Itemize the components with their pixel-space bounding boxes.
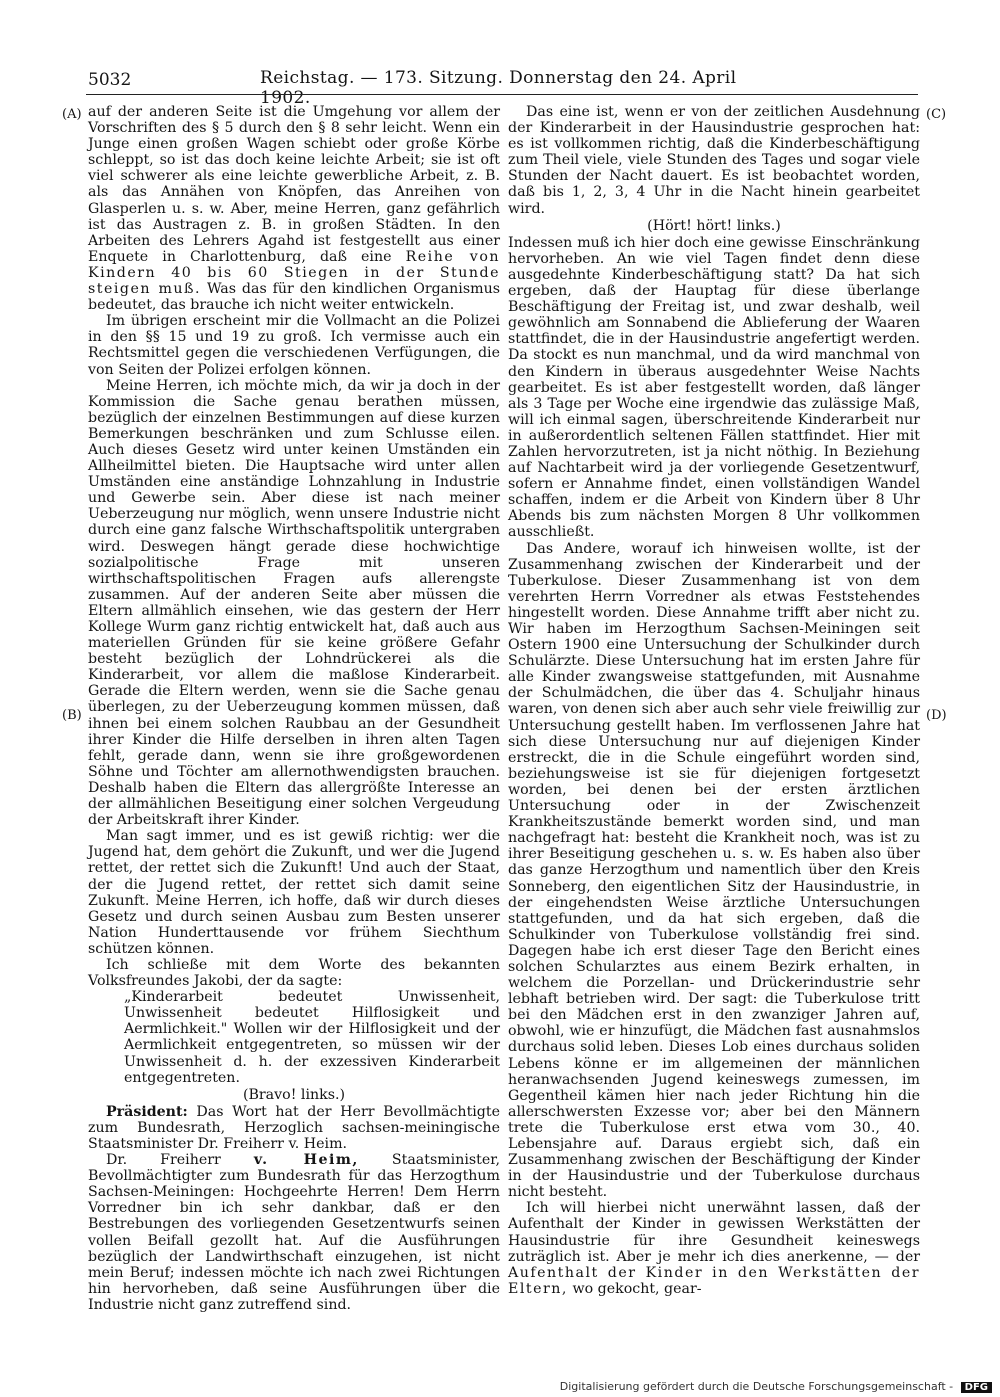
- paragraph-text: Was das für den kindlichen Organismus bedeutet, das brauche ich nicht weiter entwickeln.: [88, 281, 500, 314]
- speaker-name: v. Heim,: [253, 1152, 359, 1169]
- speaker-label: Präsident:: [106, 1103, 188, 1120]
- interjection: (Hört! hört! links.): [647, 217, 781, 234]
- paragraph: Ich schließe mit dem Worte des bekannten Volksfreundes Jakobi, der da sagte:: [88, 956, 500, 990]
- paragraph: [88, 1152, 500, 1313]
- margin-marker-a: (A): [62, 107, 82, 122]
- margin-marker-d: (D): [926, 708, 947, 723]
- paragraph: Man sagt immer, und es ist gewiß richtig: wer die Jugend hat, dem gehört die Zukunft, und wer die Jugend rettet, der rettet sich die Zukunft! Und auch der Staat, der die Jugend rettet, der rettet sich damit seine Zukunft. Meine Herren, ich hoffe, daß wir durch dieses Gesetz und durch seinen Ausbau zum Besten unserer Nation Hunderttausende vor frühem Siechthum schützen können.: [88, 828, 500, 957]
- right-column: [508, 104, 920, 1297]
- paragraph-text: Ich will hierbei nicht unerwähnt lassen, daß der Aufenthalt der Kinder in gewissen Werkstätten der Hausindustrie für ihre Gesundheit keineswegs zuträglich ist. Aber je mehr ich dies anerkenne, — der: [508, 1200, 920, 1265]
- running-header: Reichstag. — 173. Sitzung. Donnerstag den 24. April 1902.: [260, 68, 737, 108]
- left-column: [88, 104, 501, 1313]
- paragraph: Das eine ist, wenn er von der zeitlichen Ausdehnung der Kinderarbeit in der Hausindustrie gesprochen hat: es ist vollkommen richtig, daß die Kinderbeschäftigung zum Theil viele, viele Stunden des Tages und sogar viele Stunden der Nacht dauert. Es ist beobachtet worden, daß bis 1, 2, 3, 4 Uhr in die Nacht hinein gearbeitet wird.: [508, 104, 920, 217]
- digitization-credit: [560, 1380, 992, 1393]
- paragraph-text: Staatsminister, Bevollmächtigter zum Bundesrath für das Herzogthum Sachsen-Meiningen: Hochgeehrte Herren! Dem Herrn Vorredner bin ich sehr dankbar, daß er den Bestrebungen des vorliegenden Gesetzentwurfs seinen vollen Beifall gezollt hat. Auf die Ausführungen bezüglich der Landwirthschaft einzugehen, ist nicht mein Beruf; indessen möchte ich nach zwei Richtungen hin hervorheben, daß seine Ausführungen über die Industrie nicht ganz zutreffend sind.: [88, 1152, 501, 1313]
- paragraph: Das Andere, worauf ich hinweisen wollte, ist der Zusammenhang zwischen der Kinderarbeit und der Tuberkulose. Dieser Zusammenhang ist von dem verehrten Herrn Vorredner als etwas Feststehendes hingestellt worden. Diese Annahme trifft aber nicht zu. Wir haben im Herzogthum Sachsen-Meiningen seit Ostern 1900 eine Untersuchung der Schulkinder durch Schulärzte. Diese Untersuchung hat im ersten Jahre für alle Kinder zwangsweise stattgefunden, mit Ausnahme der Schulmädchen, die über das 4. Schuljahr hinaus waren, von denen sich aber auch sehr viele freiwillig zur Untersuchung gestellt haben. Im verflossenen Jahre hat sich diese Untersuchung nur auf diejenigen Kinder erstreckt, die in die Schule eingeführt worden sind, beziehungsweise ist sie für diejenigen fortgesetzt worden, bei denen bei der ersten ärztlichen Untersuchung oder in der Zwischenzeit Krankheitszustände bemerkt worden sind, und man nachgefragt hat: besteht die Krankheit noch, was ist zu ihrer Beseitigung geschehen u. s. w. Es haben also über das ganze Herzogthum und namentlich über den Kreis Sonneberg, den eigentlichen Sitz der Hausindustrie, in der eingehendsten Weise ärztliche Untersuchungen stattgefunden, und da hat sich ergeben, daß die Schulkinder von Tuberkulose vollständig frei sind. Dagegen habe ich erst dieser Tage den Bericht eines solchen Schularztes aus einem Bezirk erhalten, in welchem die Porzellan- und Drückerindustrie sehr lebhaft betrieben wird. Der sagt: die Tuberkulose tritt bei den Mädchen erst in den zwanziger Jahren auf, obwohl, wie er hinzufügt, die Mädchen fast ausnahmslos durchaus solid leben. Dieses Lob eines durchaus soliden Lebens könne er im allgemeinen der männlichen heranwachsenden Jugend keineswegs zumessen, im Gegentheil kämen hier nach jeder Richtung hin die allerschwersten Exzesse vor; aber bei den Männern trete die Tuberkulose erst etwa vom 30., 40. Lebensjahre auf. Daraus ergiebt sich, daß ein Zusammenhang zwischen der Beschäftigung der Kinder in der Hausindustrie und der Tuberkulose durchaus nicht besteht.: [508, 540, 920, 1201]
- emphasis-text: Aufenthalt der Kinder in den Werkstätten der Eltern,: [508, 1264, 920, 1297]
- interjection: (Bravo! links.): [242, 1086, 346, 1103]
- dfg-logo: DFG: [961, 1382, 992, 1393]
- page-number: 5032: [88, 70, 132, 90]
- quotation: „Kinderarbeit bedeutet Unwissenheit, Unwissenheit bedeutet Hilflosigkeit und Aermlichkeit." Wollen wir der Hilflosigkeit und der Aermlichkeit entgegentreten, so müssen wir der Unwissenheit d. h. der exzessiven Kinderarbeit entgegentreten.: [124, 989, 500, 1086]
- speaker-prefix: Dr. Freiherr: [106, 1152, 221, 1169]
- paragraph: Meine Herren, ich möchte mich, da wir ja doch in der Kommission die Sache genau berathen müssen, bezüglich der einzelnen Bestimmungen auf diese kurzen Bemerkungen beschränken und zum Schlusse eilen. Auch dieses Gesetz wird unter keinen Umständen ein Allheilmittel bieten. Die Hauptsache wird unter allen Umständen eine anständige Lohnzahlung in Industrie und Gewerbe sein. Aber diese ist nach meiner Ueberzeugung nur möglich, wenn unsere Industrie nicht durch eine ganz falsche Wirthschaftspolitik untergraben wird. Deswegen hängt gerade diese hochwichtige sozialpolitische Frage mit unseren wirthschaftspolitischen Fragen aufs allerengste zusammen. Auf der anderen Seite aber müssen die Eltern allmählich einsehen, wie das gestern der Herr Kollege Wurm ganz richtig entwickelt hat, daß auch aus materiellen Gründen für sie keine größere Gefahr besteht bezüglich der Lohndrückerei als die Kinderarbeit, vor allem die maßlose Kinderarbeit. Gerade die Eltern werden, wenn sie die Sache genau überlegen, zu der Ueberzeugung kommen müssen, daß ihnen bei einem solchen Raubbau an der Gesundheit ihrer Kinder die Hilfe derselben in ihren alten Tagen fehlt, gerade dann, wenn sie ihre großgewordenen Söhne und Töchter am allernothwendigsten brauchen. Deshalb haben die Eltern das allergrößte Interesse an der allmählichen Beseitigung einer solchen Vergeudung der Arbeitskraft ihrer Kinder.: [88, 377, 500, 829]
- paragraph-text: wo gekocht, gear-: [572, 1280, 702, 1297]
- emphasis-text: Reihe von Kindern 40 bis 60 Stiegen in der Stunde steigen muß.: [88, 248, 500, 298]
- credit-text: Digitalisierung gefördert durch die Deutsche Forschungsgemeinschaft -: [559, 1380, 954, 1393]
- header-rule: [86, 94, 918, 95]
- paragraph-text: auf der anderen Seite ist die Umgehung vor allem der Vorschriften des § 5 durch den § 8 sehr leicht. Wenn ein Junge einen großen Wagen schiebt oder große Körbe schleppt, so ist das doch keine leichte Arbeit; sie ist oft viel schwerer als eine leichte gewerbliche Arbeit, z. B. als das Annähen von Knöpfen, das Anreihen von Glasperlen u. s. w. Aber, meine Herren, ganz gefährlich ist das Austragen z. B. in großen Städten. In den Arbeiten des Lehrers Agahd ist festgestellt aus einer Enquete in Charlottenburg, daß eine: [88, 104, 500, 265]
- paragraph: Im übrigen erscheint mir die Vollmacht an die Polizei in den §§ 15 und 19 zu groß. Ich vermisse auch ein Rechtsmittel gegen die verschiedenen Verfügungen, die von Seiten der Polizei erfolgen können.: [88, 313, 500, 378]
- paragraph: [88, 104, 500, 313]
- margin-marker-c: (C): [926, 107, 947, 122]
- margin-marker-b: (B): [62, 708, 82, 723]
- paragraph: Indessen muß ich hier doch eine gewisse Einschränkung hervorheben. An wie viel Tagen findet denn diese ausgedehnte Kinderbeschäftigung statt? Da hat sich ergeben, daß der Hauptag für diese überlange Beschäftigung der Freitag ist, und zwar deshalb, weil gewöhnlich am Sonnabend die Ablieferung der Waaren stattfindet, die in der Hausindustrie angefertigt werden. Da stockt es nun manchmal, und da wird manchmal von den Kindern in überaus ausgedehnter Weise Nachts gearbeitet. Es ist aber festgestellt worden, daß länger als 3 Tage per Woche eine irgendwie das zulässige Maß, will ich einmal sagen, überschreitende Kinderarbeit nur in außerordentlich seltenen Fällen stattfindet. Hier mit Zahlen hervorzutreten, ist ja nicht nöthig. In Beziehung auf Nachtarbeit wird ja der vorliegende Gesetzentwurf, sofern er Annahme findet, einen vollständigen Wandel schaffen, indem er die Arbeit von Kindern über 8 Uhr Abends bis zum nächsten Morgen 8 Uhr vollkommen ausschließt.: [508, 234, 920, 541]
- paragraph-text: Das Wort hat der Herr Bevollmächtigte zum Bundesrath, Herzoglich sachsen-meiningische Staatsminister Dr. Freiherr v. Heim.: [88, 1103, 500, 1152]
- paragraph: [508, 1200, 920, 1297]
- paragraph: [88, 1104, 500, 1152]
